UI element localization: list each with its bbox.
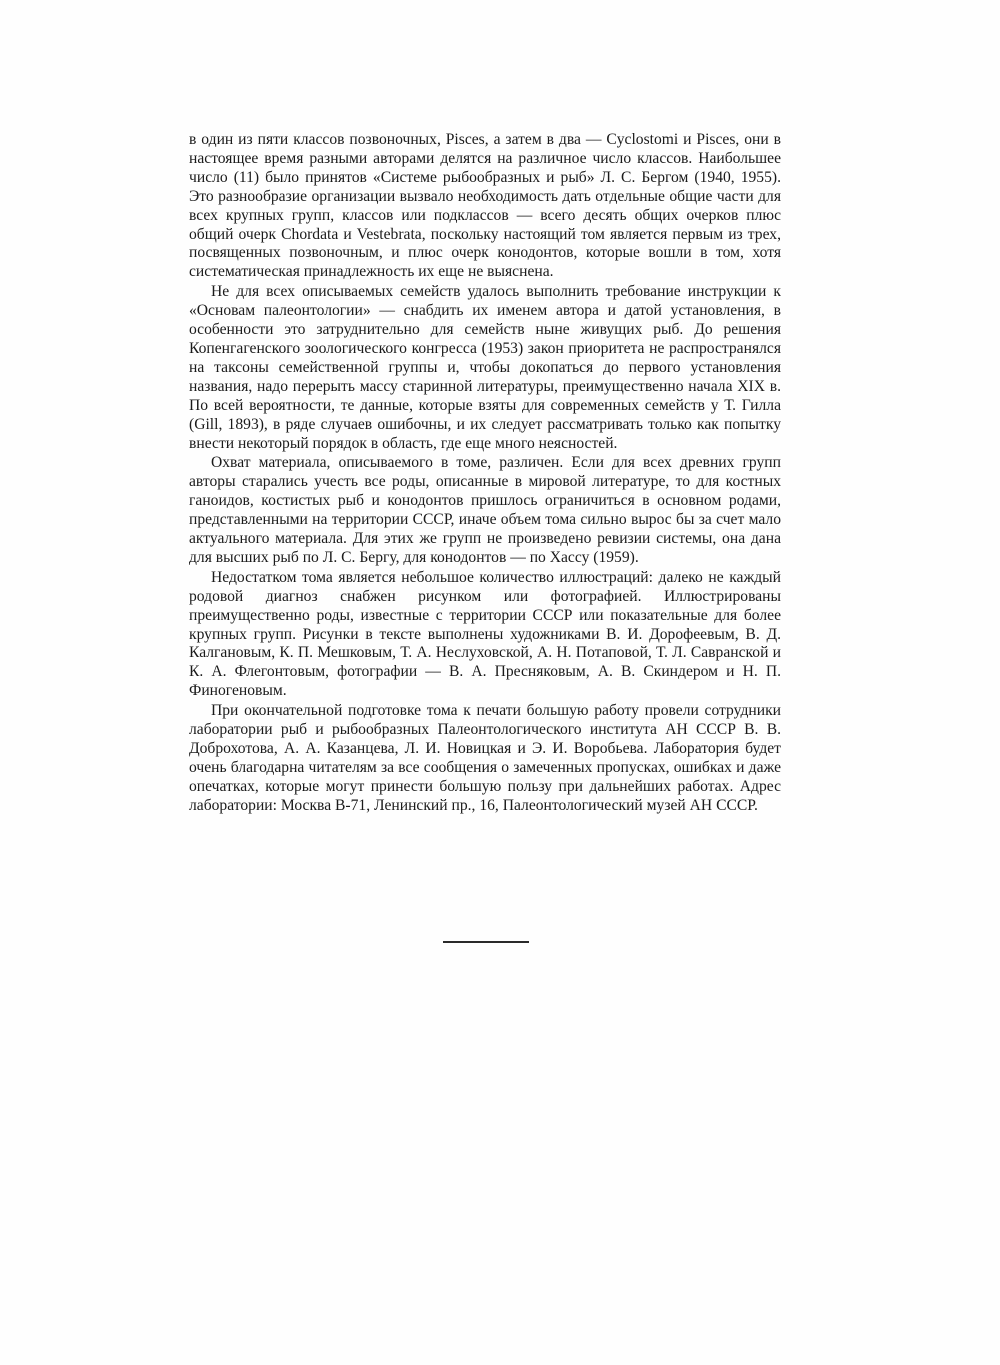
paragraph-illustrations: Недостатком тома является небольшое количество иллюстраций: далеко не каждый родовой диагноз снабжен рисунком или фотографией. Иллюстрированы преимущественно роды, известные с территории СССР или показательные для более крупных групп. Рисунки в тексте выполнены художниками В. И. Дорофеевым, В. Д. Калгановым, К. П. Мешковым, Т. А. Неслуховской, А. Н. Потаповой, Т. Л. Савранской и К. А. Флегонтовым, фотографии — В. А. Пресняковым, А. В. Скиндером и Н. П. Финогеновым. [189,568,781,700]
body-text [189,131,781,816]
paragraph-acknowledgements: При окончательной подготовке тома к печати большую работу провели сотрудники лаборатории рыб и рыбообразных Палеонтологического института АН СССР В. В. Доброхотова, А. А. Казанцева, Л. И. Новицкая и Э. И. Воробьева. Лаборатория будет очень благодарна читателям за все сообщения о замеченных пропусках, ошибках и даже опечатках, которые могут принести большую пользу при дальнейших работах. Адрес лаборатории: Москва В-71, Ленинский пр., 16, Палеонтологический музей АН СССР. [189,702,781,814]
paragraph-authors-dates: Не для всех описываемых семейств удалось выполнить требование инструкции к «Основам палеонтологии» — снабдить их именем автора и датой установления, в особенности это затруднительно для семейств ныне живущих рыб. До решения Копенгагенского зоологического конгресса (1953) закон приоритета не распространялся на таксоны семейственной группы и, чтобы докопаться до первого установления названия, надо перерыть массу старинной литературы, преимущественно начала XIX в. По всей вероятности, те данные, которые взяты для современных семейств у Т. Гилла (Gill, 1893), в ряде случаев ошибочны, и их следует рассматривать только как попытку внести некоторый порядок в область, где еще много неясностей. [189,283,781,452]
paragraph-material-coverage: Охват материала, описываемого в томе, различен. Если для всех древних групп авторы старались учесть все роды, описанные в мировой литературе, то для костных ганоидов, костистых рыб и конодонтов пришлось ограничиться в основном родами, представленными на территории СССР, иначе объем тома сильно вырос бы за счет мало актуального материала. Для этих же групп не произведено ревизии системы, она дана для высших рыб по Л. С. Бергу, для конодонтов — по Хассу (1959). [189,454,781,566]
paragraph-continuation: в один из пяти классов позвоночных, Pisces, а затем в два — Cyclostomi и Pisces, они в настоящее время разными авторами делятся на различное число классов. Наибольшее число (11) было принятов «Системе рыбообразных и рыб» Л. С. Бергом (1940, 1955). Это разнообразие организации вызвало необходимость дать отдельные общие части для всех крупных групп, классов или подклассов — всего десять общих очерков плюс общий очерк Chordata и Vestebrata, поскольку настоящий том является первым из трех, посвященных позвоночным, и плюс очерк конодонтов, которые вошли в том, хотя систематическая принадлежность их еще не выяснена. [189,131,781,281]
end-divider [443,941,529,943]
